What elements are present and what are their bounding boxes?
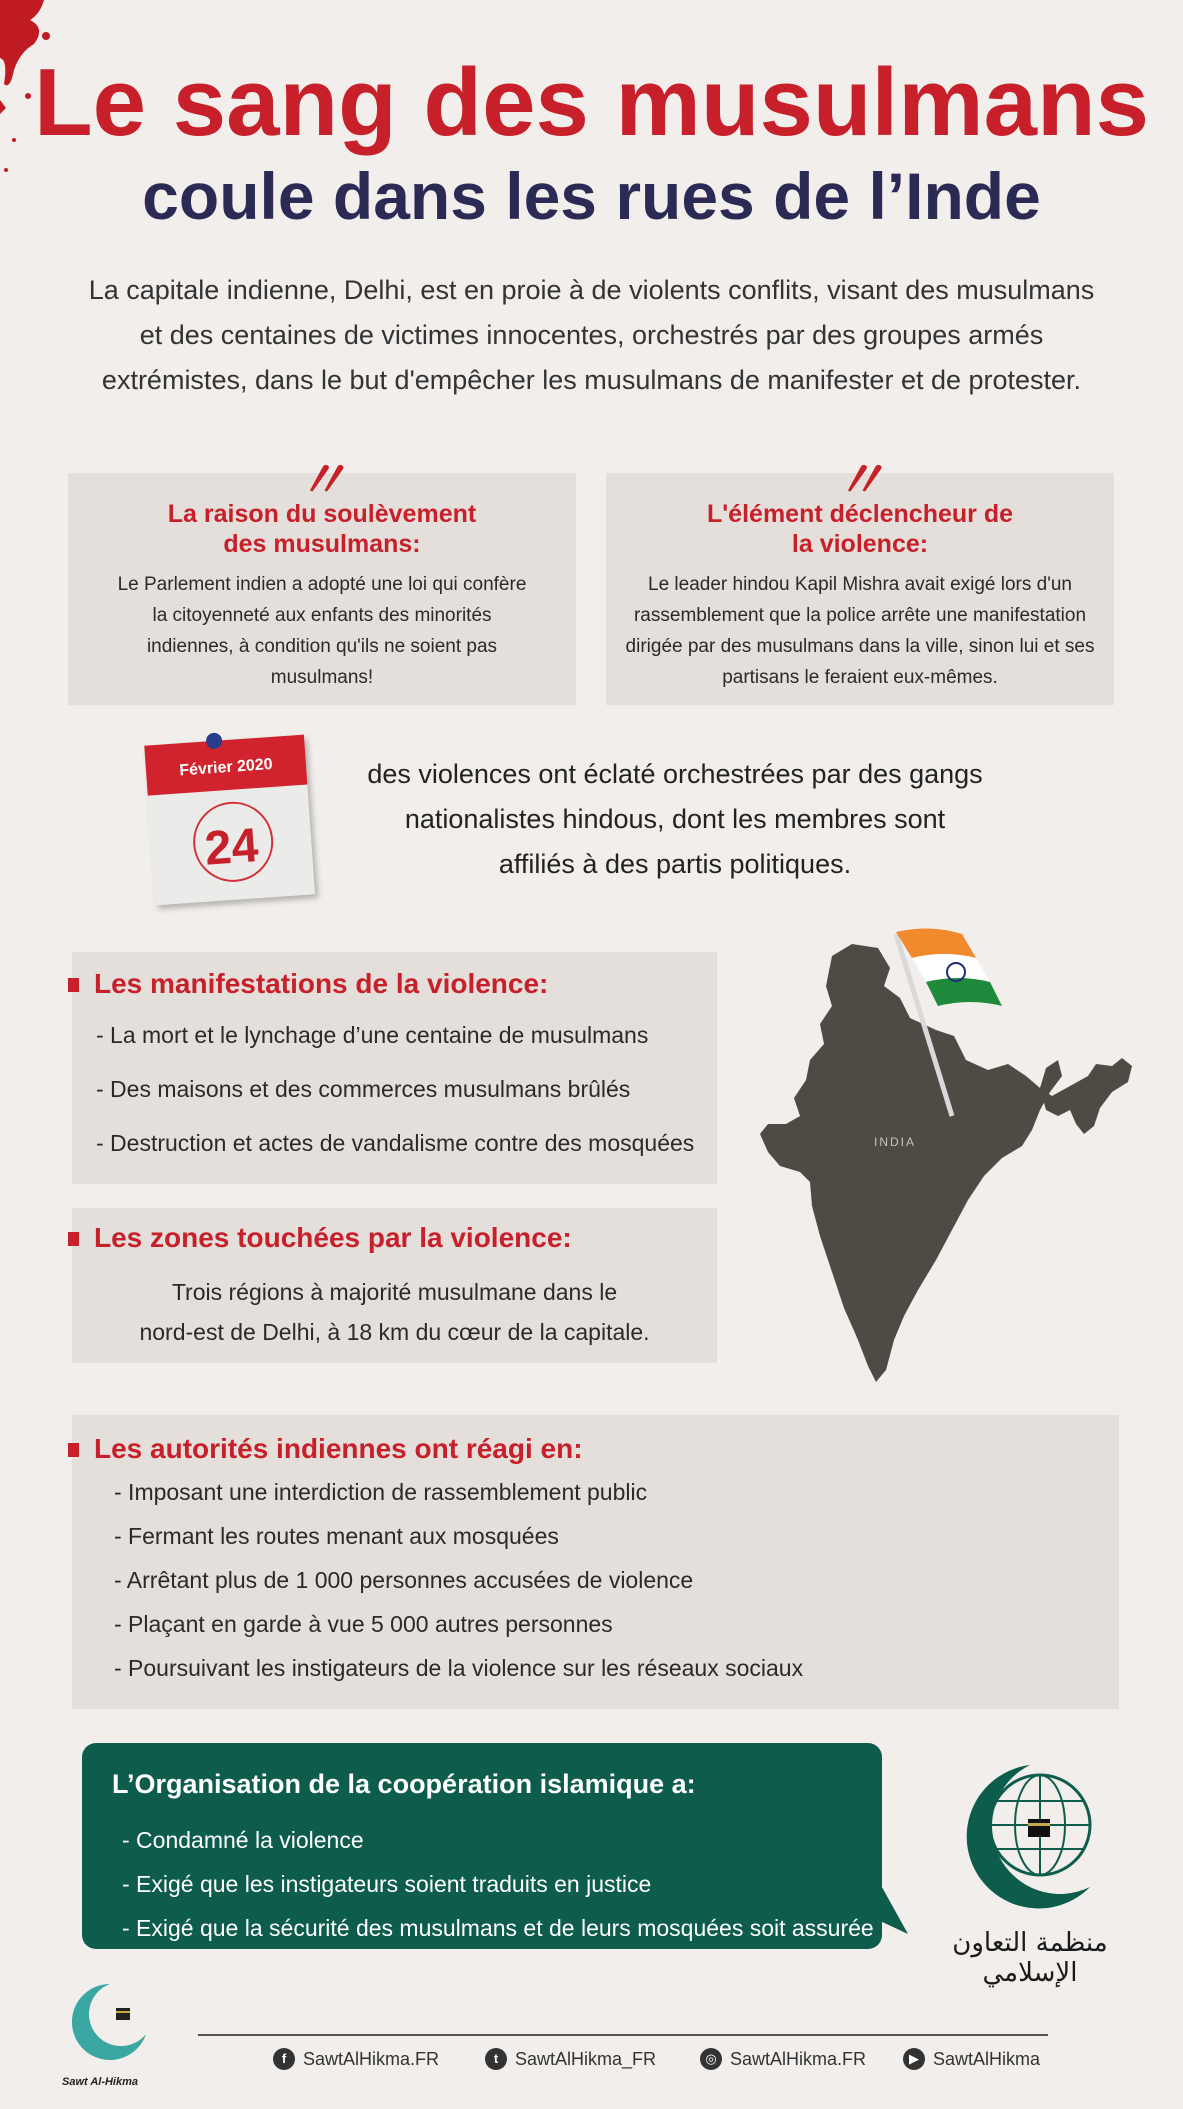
youtube-icon: ▶ [903, 2048, 925, 2070]
india-map [740, 920, 1140, 1390]
manifestations-heading: Les manifestations de la violence: [94, 968, 549, 999]
twitter-icon: t [485, 2048, 507, 2070]
reason-box [68, 452, 576, 705]
trigger-text-line: Le leader hindou Kapil Mishra avait exigé lors d'un [648, 574, 1072, 595]
intro-line: La capitale indienne, Delhi, est en proie à de violents conflits, visant des musulmans [88, 275, 1095, 305]
india-flag-icon [896, 928, 1002, 1006]
calendar-icon [144, 735, 315, 916]
social-label: SawtAlHikma [933, 2048, 1041, 2069]
page-title: Le sang des musulmans [33, 49, 1149, 156]
oic-heading: L’Organisation de la coopération islamique a: [112, 1769, 696, 1799]
date-description [345, 752, 1005, 887]
footer-divider [198, 2034, 1048, 2036]
reason-title-line: des musulmans: [223, 530, 421, 558]
authorities-heading: Les autorités indiennes ont réagi en: [94, 1433, 583, 1464]
intro-paragraph [40, 268, 1143, 403]
speech-pointer [878, 1880, 918, 1940]
facebook-icon: f [273, 2048, 295, 2070]
oic-logo-icon [940, 1755, 1120, 1935]
social-label: SawtAlHikma_FR [515, 2048, 657, 2069]
trigger-text-line: dirigée par des musulmans dans la ville, sinon lui et ses [625, 636, 1095, 657]
zones-text-line: Trois régions à majorité musulmane dans le [171, 1279, 618, 1305]
trigger-box [606, 452, 1114, 705]
authorities-panel [72, 1415, 1119, 1709]
map-country-label: INDIA [874, 1135, 917, 1149]
list-item: - Destruction et actes de vandalisme contre des mosquées [96, 1130, 695, 1156]
zones-panel [72, 1208, 717, 1363]
date-text-line: nationalistes hindous, dont les membres sont [404, 804, 946, 834]
social-label: SawtAlHikma.FR [303, 2048, 440, 2069]
list-item: - Plaçant en garde à vue 5 000 autres personnes [114, 1611, 613, 1637]
calendar-day: 24 [203, 819, 261, 876]
social-label: SawtAlHikma.FR [730, 2048, 867, 2069]
list-item: - Condamné la violence [122, 1827, 364, 1853]
reason-text-line: Le Parlement indien a adopté une loi qui confère [117, 574, 527, 595]
calendar-month: Février 2020 [144, 735, 307, 796]
date-text-line: affiliés à des partis politiques. [498, 849, 852, 879]
social-facebook-link[interactable] [273, 2048, 439, 2070]
zones-text [72, 1272, 717, 1352]
quote-mark-icon: 〃 [295, 452, 348, 510]
reason-title-line: La raison du soulèvement [167, 500, 477, 528]
reason-text-line: la citoyenneté aux enfants des minorités [152, 605, 492, 626]
intro-line: et des centaines de victimes innocentes, orchestrés par des groupes armés [139, 320, 1044, 350]
india-map-shape [760, 944, 1062, 1382]
trigger-text-line: partisans le feraient eux-mêmes. [722, 667, 998, 688]
trigger-title-line: la violence: [791, 530, 929, 558]
trigger-text [616, 569, 1104, 693]
oic-statement-box [82, 1743, 882, 1949]
date-text-line: des violences ont éclaté orchestrées par des gangs [367, 759, 983, 789]
intro-line: extrémistes, dans le but d'empêcher les musulmans de manifester et de protester. [101, 365, 1082, 395]
instagram-icon: ◎ [700, 2048, 722, 2070]
trigger-text-line: rassemblement que la police arrête une manifestation [633, 605, 1087, 626]
zones-text-line: nord-est de Delhi, à 18 km du cœur de la capitale. [139, 1319, 650, 1345]
section-bullet-icon [68, 1232, 79, 1246]
zones-heading: Les zones touchées par la violence: [94, 1222, 572, 1253]
quote-mark-icon: 〃 [833, 452, 886, 510]
list-item: - Exigé que les instigateurs soient traduits en justice [122, 1871, 652, 1897]
reason-text [96, 569, 548, 693]
social-youtube-link[interactable] [903, 2048, 1040, 2070]
section-bullet-icon [68, 978, 79, 992]
social-twitter-link[interactable] [485, 2048, 656, 2070]
list-item: - La mort et le lynchage d’une centaine de musulmans [96, 1022, 649, 1048]
reason-text-line: musulmans! [270, 667, 374, 688]
list-item: - Fermant les routes menant aux mosquées [114, 1523, 559, 1549]
sawt-al-hikma-logo-icon [60, 1978, 160, 2066]
trigger-title [626, 499, 1094, 559]
list-item: - Exigé que la sécurité des musulmans et de leurs mosquées soit assurée [122, 1915, 874, 1941]
social-instagram-link[interactable] [700, 2048, 866, 2070]
section-bullet-icon [68, 1443, 79, 1457]
manifestations-panel [72, 952, 717, 1184]
reason-title [88, 499, 556, 559]
page-subtitle: coule dans les rues de l’Inde [142, 159, 1041, 233]
list-item: - Poursuivant les instigateurs de la violence sur les réseaux sociaux [114, 1655, 804, 1681]
list-item: - Des maisons et des commerces musulmans brûlés [96, 1076, 631, 1102]
footer-brand: Sawt Al-Hikma [62, 2076, 139, 2088]
list-item: - Imposant une interdiction de rassemblement public [114, 1479, 648, 1505]
oic-logo-caption: منظمة التعاون الإسلامي [952, 1928, 1108, 1988]
trigger-title-line: L'élément déclencheur de [706, 500, 1014, 528]
list-item: - Arrêtant plus de 1 000 personnes accusées de violence [114, 1567, 694, 1593]
reason-text-line: indiennes, à condition qu'ils ne soient pas [146, 636, 498, 657]
